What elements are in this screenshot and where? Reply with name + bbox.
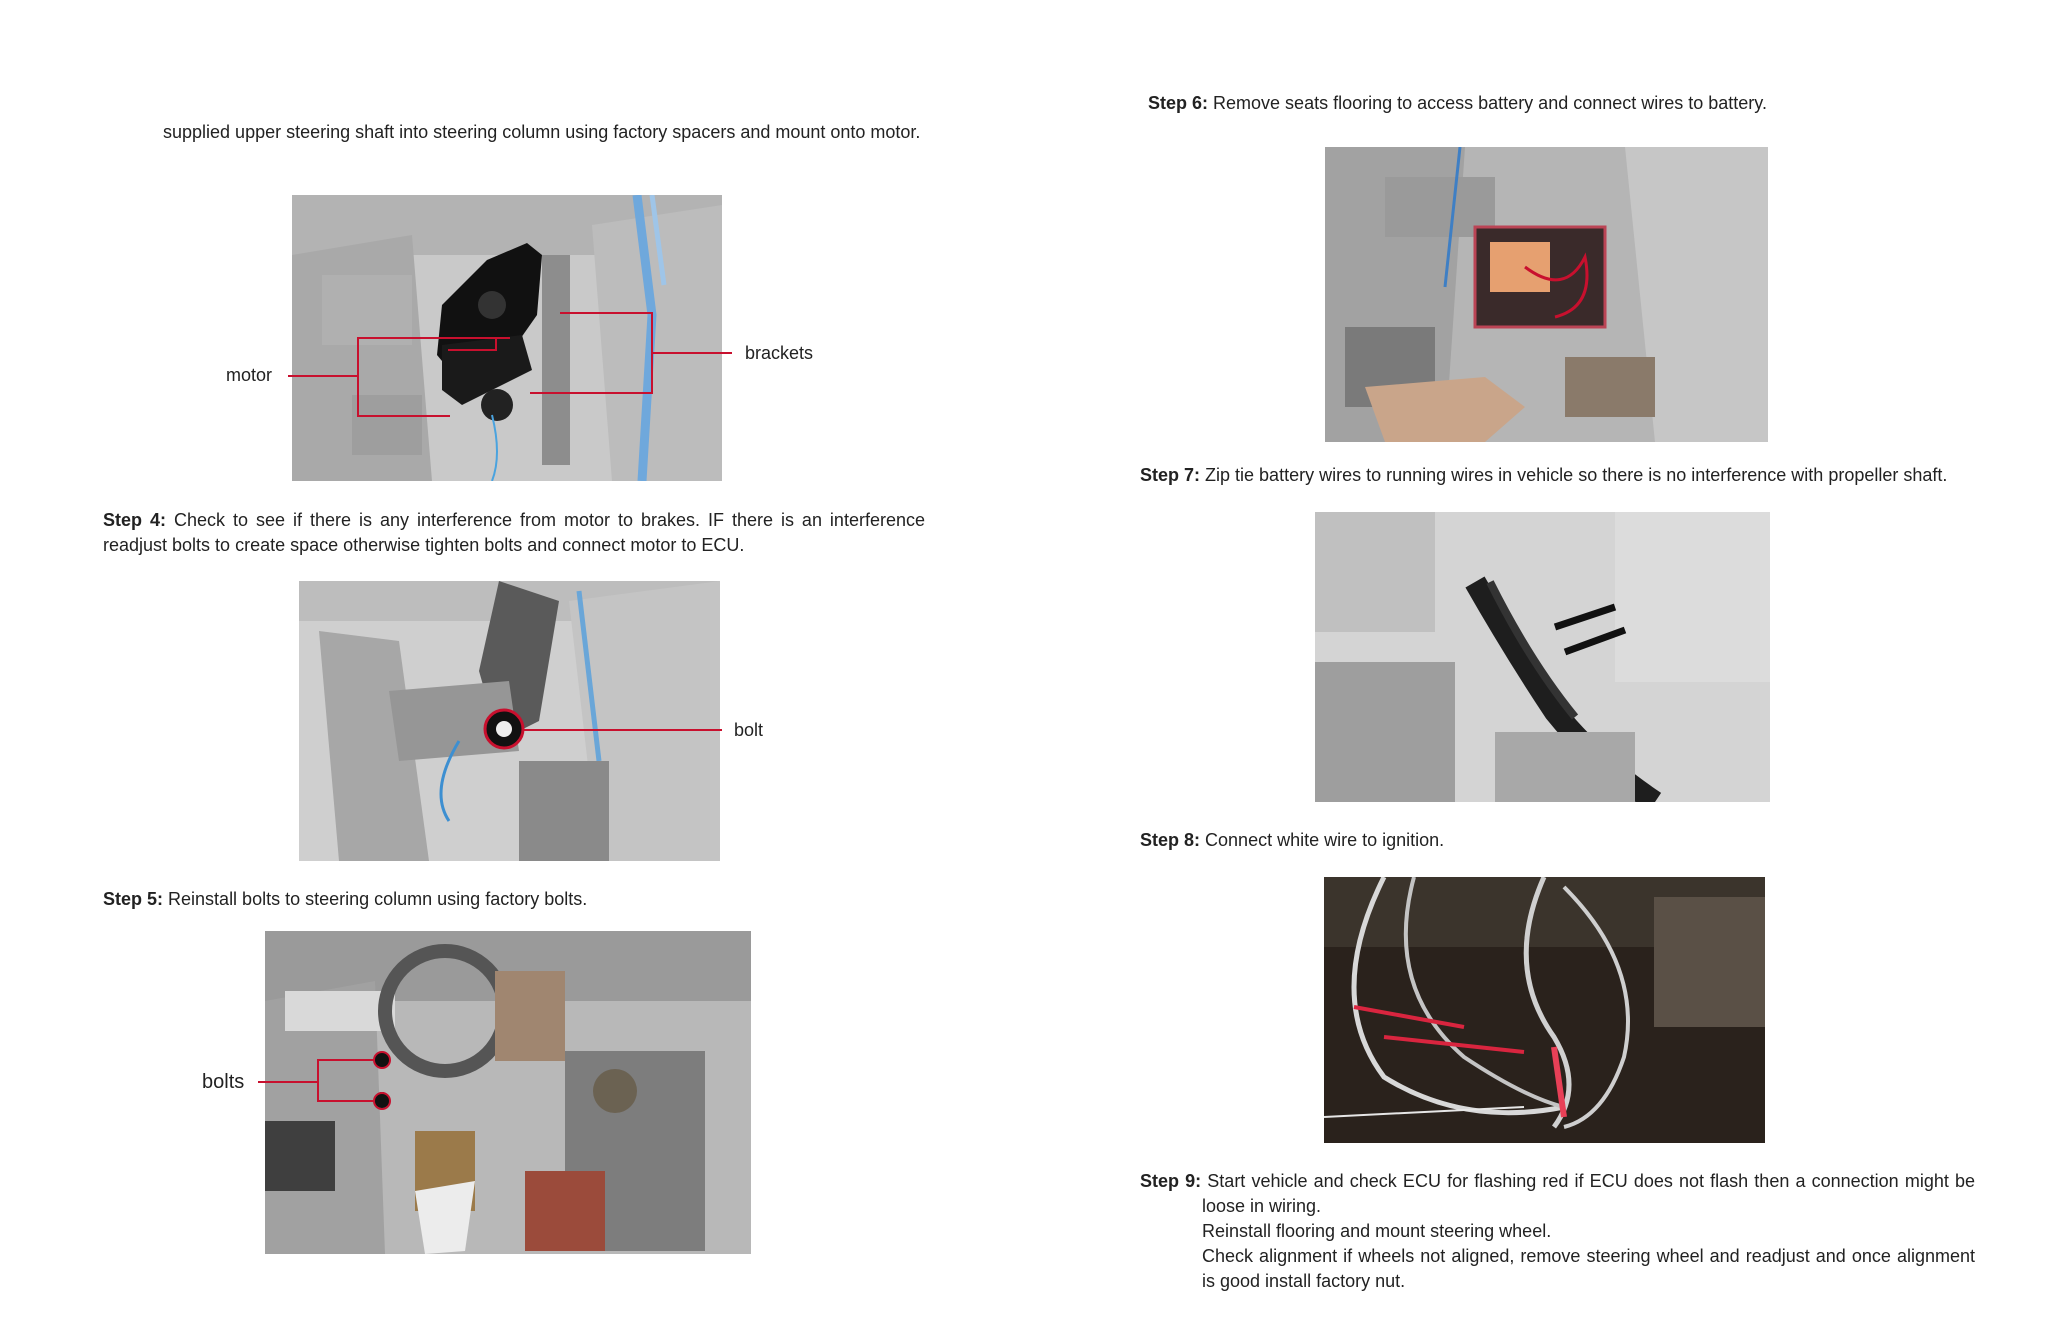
figure-zip-tie xyxy=(1315,512,1770,802)
step-7-body: Zip tie battery wires to running wires in vehicle so there is no interference with propeller shaft. xyxy=(1205,465,1948,485)
figure-bolts xyxy=(265,931,751,1254)
step-5-text xyxy=(103,887,925,912)
step-8-text xyxy=(1140,828,1940,853)
label-bolt: bolt xyxy=(734,720,764,740)
label-bolts: bolts xyxy=(202,1071,245,1093)
step-4-label: Step 4: xyxy=(103,510,166,530)
step-7-label: Step 7: xyxy=(1140,465,1201,485)
figure-motor-brackets xyxy=(292,195,722,481)
intro-text: supplied upper steering shaft into steering column using factory spacers and mount onto motor. xyxy=(163,122,921,142)
photo-battery-compartment xyxy=(1325,147,1768,442)
step-9-line-3: Check alignment if wheels not aligned, remove steering wheel and readjust and once alignment is good install factory nut. xyxy=(1202,1246,1975,1291)
photo-white-wire xyxy=(1324,877,1765,1143)
step-9-line-2: Reinstall flooring and mount steering wheel. xyxy=(1202,1221,1552,1241)
step-4-text xyxy=(103,508,925,558)
figure-bolt xyxy=(299,581,720,861)
step-9-line-1 xyxy=(1140,1169,1975,1219)
step-9-text xyxy=(1140,1169,1975,1294)
photo-steering-motor xyxy=(292,195,722,481)
photo-steering-column-bolts xyxy=(265,931,751,1254)
step-6-label: Step 6: xyxy=(1148,93,1209,113)
step-4-body: Check to see if there is any interference from motor to brakes. IF there is an interference readjust bolts to create space otherwise tighten bolts and connect motor to ECU. xyxy=(103,510,925,555)
step-5-label: Step 5: xyxy=(103,889,164,909)
step-7-text xyxy=(1140,463,2000,488)
step-8-body: Connect white wire to ignition. xyxy=(1205,830,1445,850)
photo-zip-tie-wires xyxy=(1315,512,1770,802)
label-brackets: brackets xyxy=(745,343,814,363)
step-9-line-1-body: Start vehicle and check ECU for flashing red if ECU does not flash then a connection might be loose in wiring. xyxy=(1202,1171,1975,1216)
photo-steering-bolt xyxy=(299,581,720,861)
figure-ignition-wire xyxy=(1324,877,1765,1143)
step-6-text xyxy=(1148,91,1948,116)
step-6-body: Remove seats flooring to access battery and connect wires to battery. xyxy=(1213,93,1767,113)
step-8-label: Step 8: xyxy=(1140,830,1201,850)
step-5-body: Reinstall bolts to steering column using factory bolts. xyxy=(168,889,588,909)
label-motor: motor xyxy=(226,365,273,385)
step-9-label: Step 9: xyxy=(1140,1171,1202,1191)
figure-battery xyxy=(1325,147,1768,442)
